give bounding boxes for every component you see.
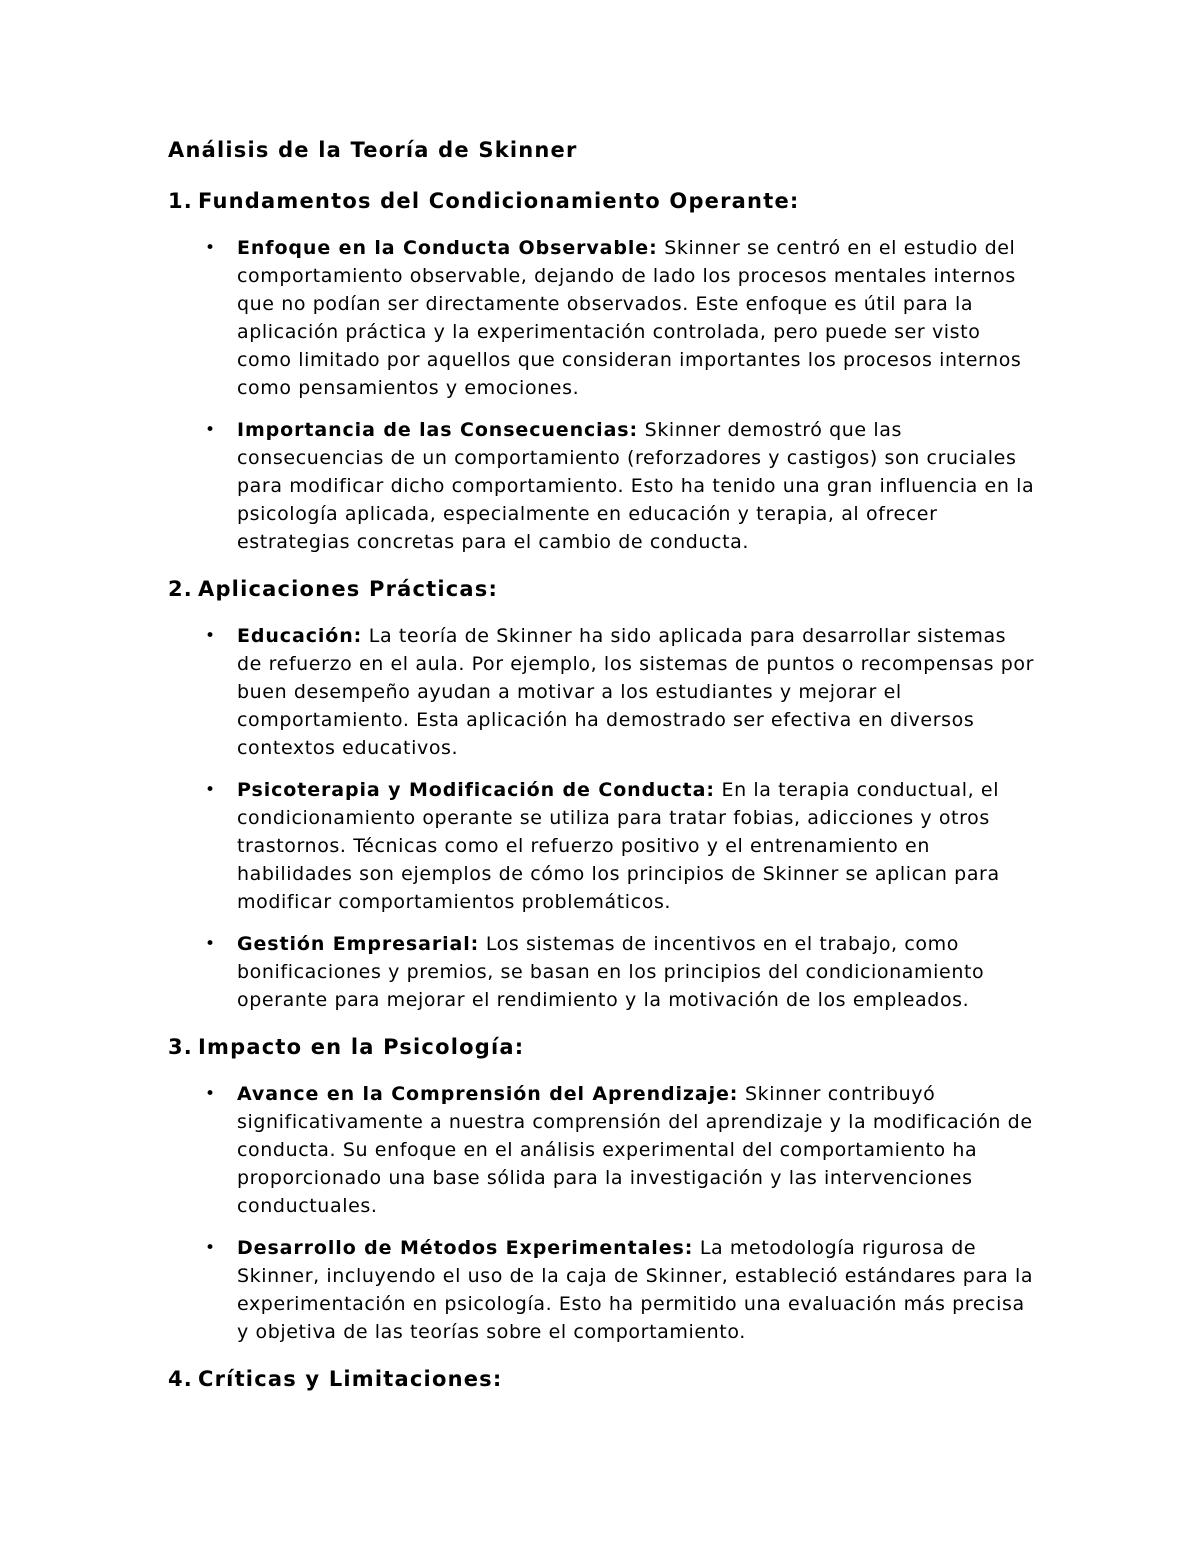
- section-fundamentos: [168, 186, 1040, 556]
- bullet-lead-text: Gestión Empresarial:: [237, 933, 480, 955]
- bullet-paragraph: [237, 234, 1037, 402]
- bullet-lead-text: Educación:: [237, 625, 363, 647]
- bullet-paragraph: [237, 1080, 1037, 1220]
- bullet-body-text: Los sistemas de incentivos en el trabajo, como bonificaciones y premios, se basan en los principios del condicionamiento operante para mejorar el rendimiento y la motivación de los empleados.: [237, 933, 985, 1011]
- section-heading: [168, 1364, 1040, 1394]
- bullet-paragraph: [237, 622, 1037, 762]
- bullet-icon: •: [205, 780, 216, 800]
- list-item: [205, 622, 1040, 762]
- bullet-body-text: La metodología rigurosa de Skinner, incluyendo el uso de la caja de Skinner, estableció estándares para la experimentación en psicología. Esto ha permitido una evaluación más precisa y objetiva de las teorías sobre el comportamiento.: [237, 1237, 1034, 1343]
- bullet-paragraph: [237, 776, 1037, 916]
- bullet-icon: •: [205, 626, 216, 646]
- section-heading: [168, 574, 1040, 604]
- section-heading-text: Críticas y Limitaciones:: [198, 1367, 503, 1391]
- bullet-body-text: En la terapia conductual, el condicionamiento operante se utiliza para tratar fobias, adicciones y otros trastornos. Técnicas como el refuerzo positivo y el entrenamiento en habilidades son ejemplos de cómo los principios de Skinner se aplican para modificar comportamientos problemáticos.: [237, 779, 1000, 913]
- bullet-body-text: La teoría de Skinner ha sido aplicada para desarrollar sistemas de refuerzo en el aula. Por ejemplo, los sistemas de puntos o recompensas por buen desempeño ayudan a motivar a los estudiantes y mejorar el comportamiento. Esta aplicación ha demostrado ser efectiva en diversos contextos educativos.: [237, 625, 1035, 759]
- bullet-body-text: Skinner demostró que las consecuencias de un comportamiento (reforzadores y castigos) son cruciales para modificar dicho comportamiento. Esto ha tenido una gran influencia en la psicología aplicada, especialmente en educación y terapia, al ofrecer estrategias concretas para el cambio de conducta.: [237, 419, 1035, 553]
- section-number: 1.: [168, 189, 193, 213]
- bullet-icon: •: [205, 238, 216, 258]
- list-item: [205, 776, 1040, 916]
- bullet-paragraph: [237, 930, 1037, 1014]
- section-aplicaciones: [168, 574, 1040, 1014]
- section-number: 3.: [168, 1035, 193, 1059]
- list-item: [205, 1234, 1040, 1346]
- bullet-lead-text: Enfoque en la Conducta Observable:: [237, 237, 658, 259]
- bullet-list: [205, 1080, 1040, 1346]
- section-heading-text: Impacto en la Psicología:: [198, 1035, 525, 1059]
- bullet-lead-text: Desarrollo de Métodos Experimentales:: [237, 1237, 694, 1259]
- bullet-icon: •: [205, 1084, 216, 1104]
- bullet-icon: •: [205, 420, 216, 440]
- section-heading: [168, 1032, 1040, 1062]
- section-criticas: [168, 1364, 1040, 1394]
- bullet-icon: •: [205, 1238, 216, 1258]
- list-item: [205, 234, 1040, 402]
- section-impacto: [168, 1032, 1040, 1346]
- section-heading: [168, 186, 1040, 216]
- list-item: [205, 930, 1040, 1014]
- section-heading-text: Fundamentos del Condicionamiento Operante:: [198, 189, 800, 213]
- bullet-paragraph: [237, 416, 1037, 556]
- bullet-lead-text: Psicoterapia y Modificación de Conducta:: [237, 779, 715, 801]
- section-number: 2.: [168, 577, 193, 601]
- list-item: [205, 416, 1040, 556]
- bullet-lead-text: Avance en la Comprensión del Aprendizaje:: [237, 1083, 739, 1105]
- bullet-icon: •: [205, 934, 216, 954]
- section-heading-text: Aplicaciones Prácticas:: [198, 577, 499, 601]
- bullet-list: [205, 234, 1040, 556]
- list-item: [205, 1080, 1040, 1220]
- bullet-body-text: Skinner se centró en el estudio del comportamiento observable, dejando de lado los procesos mentales internos que no podían ser directamente observados. Este enfoque es útil para la aplicación práctica y la experimentación controlada, pero puede ser visto como limitado por aquellos que consideran importantes los procesos internos como pensamientos y emociones.: [237, 237, 1022, 399]
- section-number: 4.: [168, 1367, 193, 1391]
- bullet-body-text: Skinner contribuyó significativamente a nuestra comprensión del aprendizaje y la modificación de conducta. Su enfoque en el análisis experimental del comportamiento ha proporcionado una base sólida para la investigación y las intervenciones conductuales.: [237, 1083, 1033, 1217]
- bullet-list: [205, 622, 1040, 1014]
- bullet-paragraph: [237, 1234, 1037, 1346]
- document-title: Análisis de la Teoría de Skinner: [168, 138, 578, 162]
- bullet-lead-text: Importancia de las Consecuencias:: [237, 419, 639, 441]
